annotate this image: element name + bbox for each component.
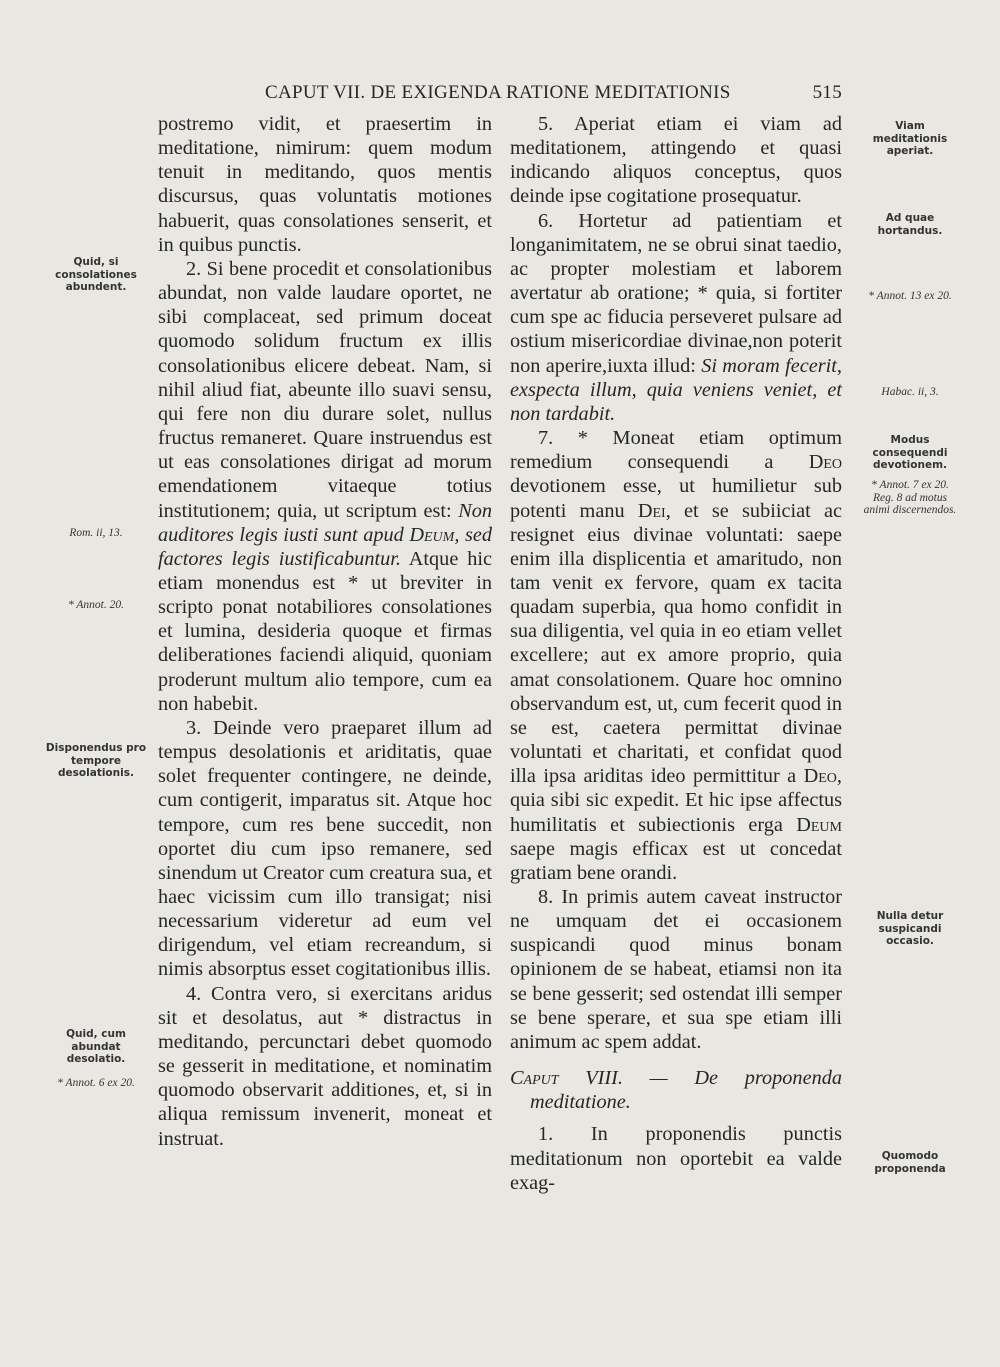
paragraph-3: 3. Deinde vero praeparet illum ad tempus desolationis et ariditatis, quae solet frequenter contingere, ne deinde, cum contigerit, imparatus sit. Atque hoc tempore, cum res bene succedit, non oportet diu cum ipso remanere, sed sinendum ut Creator cum creatura sua, et haec vicissim cum illo transigat; nisi necessarium videretur ad eum vel dirigendum, vel etiam recreandum, si nimis absorptus esset cogitationibus illis. xyxy=(158,716,492,981)
margin-note: Disponendus pro tempore desolationis. xyxy=(45,742,147,779)
paragraph-chapter8-1: 1. In proponendis punctis meditationum non oportebit ea valde exag- xyxy=(510,1123,842,1194)
left-column xyxy=(158,112,492,1151)
paragraph-8: 8. In primis autem caveat instructor ne umquam det ei occasionem suspicandi quod minus bonam opinionem de se habeat, etiamsi non ita se bene gesserit; sed ostendat illi semper se bene sperare, et sua spe etiam illi animum ac spem addat. xyxy=(510,886,842,1053)
right-column xyxy=(510,112,842,1195)
margin-note: Modus consequendi devotionem. xyxy=(872,434,948,471)
paragraph-2: 2. Si bene procedit et consolationibus abundat, non valde laudare oportet, ne sibi complaceat, sed primum doceat quomodo solidum fructum ex illis consolationibus elicere debeat. Nam, si nihil aliud fiat, abeunte illo suavi sensu, qui fere non diu durare solet, nullus fructus remaneret. Quare instruendus est ut eas consolationes dirigat ad morum emendationem vitaeque totius institutionem; quia, ut scriptum est: Non auditores legis iusti sunt apud Deum, sed factores legis iustificabuntur. Atque hic etiam monendus est * ut breviter in scripto ponat notabiliores consolationes et lumina, desideria quoque et firmas deliberationes faciendi aliquid, quoniam proderunt multum alio tempore, cum ea non habebit. xyxy=(158,257,492,715)
page-number: 515 xyxy=(812,82,842,103)
margin-reference: * Annot. 13 ex 20. xyxy=(868,290,952,302)
paragraph-4: 4. Contra vero, si exercitans aridus sit et desolatus, aut * distractus in meditando, percunctari debet quomodo se gesserit in meditatione, et nominatim quomodo observarit additiones, et, si in aliqua remissum invenerit, moneat et instruat. xyxy=(158,982,492,1150)
running-header xyxy=(160,82,842,110)
margin-note: Quomodo proponenda xyxy=(874,1150,946,1175)
margin-note: Ad quae hortandus. xyxy=(877,212,943,237)
paragraph-6: 6. Hortetur ad patientiam et longanimitatem, ne se obrui sinat taedio, ac propter molestiam et laborem avertatur ab oratione; * quia, si fortiter cum spe ac fiducia perseveret pulsare ad ostium misericordiae divinae,non poterit non aperire,iuxta illud: Si moram fecerit, exspecta illum, quia veniens veniet, et non tardabit. xyxy=(510,209,842,425)
paragraph-7: 7. * Moneat etiam optimum remedium consequendi a Deo devotionem esse, ut humilietur sub potenti manu Dei, et se subiiciat ac resignet eius divinae voluntati: saepe enim illa displicentia et amaritudo, non tam venit ex fervore, quam ex tacita quadam superbia, qua homo confidit in sua diligentia, vel quia in eo etiam vellet excellere; aut ex amore proprio, quia amat consolationem. Quare hoc omnino observandum est, ut, cum fecerit quod in se est, caetera permittat divinae voluntati et charitati, et confidat quod illa ipsa ariditas ideo permittitur a Deo, quia sibi sic expedit. Et hic ipse affectus humilitatis et subiectionis erga Deum saepe magis efficax est ut concedat gratiam bene orandi. xyxy=(510,427,842,884)
margin-reference: Rom. ii, 13. xyxy=(69,527,123,539)
margin-reference: * Annot. 20. xyxy=(67,599,124,611)
paragraph-continued: postremo vidit, et praesertim in meditatione, nimirum: quem modum tenuit in meditando, quos mentis discursus, quas voluntatis motiones habuerit, quas consolationes senserit, et in quibus punctis. xyxy=(158,113,492,256)
margin-note: Quid, cum abundat desolatio. xyxy=(66,1028,126,1065)
chapter-heading: Caput VIII. — De proponenda meditatione. xyxy=(510,1067,842,1114)
margin-note: Nulla detur suspicandi occasio. xyxy=(876,910,944,947)
margin-note: Quid, si consolationes abundent. xyxy=(55,256,137,293)
margin-reference: Habac. ii, 3. xyxy=(881,386,939,398)
running-title: CAPUT VII. DE EXIGENDA RATIONE MEDITATIONIS xyxy=(265,82,731,103)
margin-reference: * Annot. 6 ex 20. xyxy=(57,1077,135,1089)
margin-note: Viam meditationis aperiat. xyxy=(872,120,948,157)
paragraph-5: 5. Aperiat etiam ei viam ad meditationem, attingendo et quasi indicando aliquos conceptus, quos deinde ipse cogitatione prosequatur. xyxy=(510,113,842,208)
margin-reference: * Annot. 7 ex 20. Reg. 8 ad motus animi discernendos. xyxy=(863,479,957,516)
